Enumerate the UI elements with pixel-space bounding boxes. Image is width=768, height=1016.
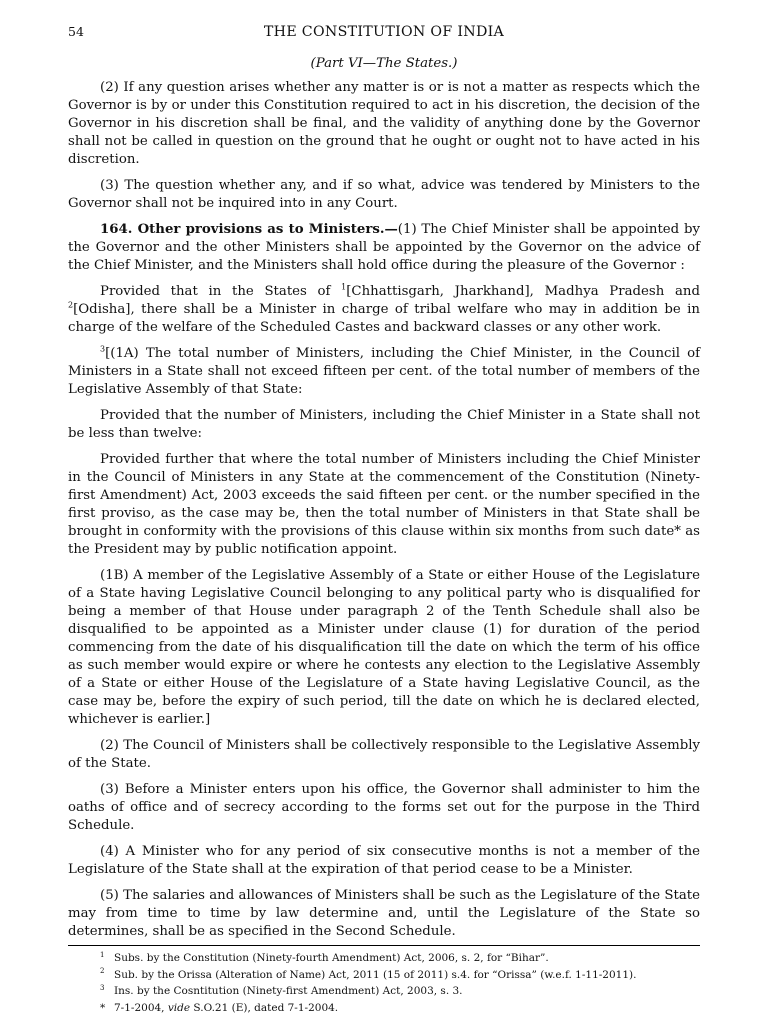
proviso-tribal-welfare <box>68 283 700 337</box>
section-164 <box>68 221 700 275</box>
footnote-2: $^2$ Sub. by the Orissa (Alteration of Name) Act, 2011 (15 of 2011) s.4. for “Orissa” (w.e.f. 1-11-2011). <box>100 967 700 984</box>
page-number: 54 <box>68 24 84 39</box>
clause-1b: (1B) A member of the Legislative Assembly of a State or either House of the Legislature of a State having Legislative Council belonging to any political party who is disqualified for being a member of that House under paragraph 2 of the Tenth Schedule shall also be disqualified to be appointed as a Minister under clause (1) for duration of the period commencing from the date of his disqualification till the date on which the term of his office as such member would expire or where he contests any election to the Legislative Assembly of a State or either House of the Legislature of a State having Legislative Council, as the case may be, before the expiry of such period, till the date on which he is declared elected, whichever is earlier.] <box>68 567 700 729</box>
section-164-text: (1) The Chief Minister shall be appointed by the Governor and the other Ministers shall be appointed by the Governor on the advice of the Chief Minister, and the Ministers shall hold office during the pleasure of the Governor : <box>68 222 700 273</box>
footnote-text: S.O.21 (E), dated 7-1-2004. <box>190 1002 338 1014</box>
footnote-text: Ins. by the Cosntitution (Ninety-first Amendment) Act, 2003, s. 3. <box>114 985 463 997</box>
clause-4: (4) A Minister who for any period of six consecutive months is not a member of the Legislature of the State shall at the expiration of that period cease to be a Minister. <box>68 843 700 879</box>
footnote-3: $^3$ Ins. by the Cosntitution (Ninety-first Amendment) Act, 2003, s. 3. <box>100 983 700 1000</box>
part-label: (Part VI—The States.) <box>68 56 700 71</box>
clause-1a-text: [(1A) The total number of Ministers, including the Chief Minister, in the Council of Ministers in a State shall not exceed fifteen per cent. of the total number of members of the Legislative Assembly of that State: <box>68 346 700 397</box>
clause-1a-proviso-1: Provided that the number of Ministers, including the Chief Minister in a State shall not be less than twelve: <box>68 407 700 443</box>
clause-2-council: (2) The Council of Ministers shall be collectively responsible to the Legislative Assembly of the State. <box>68 737 700 773</box>
footnote-1: $^1$ Subs. by the Constitution (Ninety-fourth Amendment) Act, 2006, s. 2, for “Bihar”. <box>100 950 700 967</box>
page-header <box>68 22 700 50</box>
footnote-ref-1: 1 <box>341 283 346 292</box>
clause-5: (5) The salaries and allowances of Ministers shall be such as the Legislature of the State may from time to time by law determine and, until the Legislature of the State so determines, shall be as specified in the Second Schedule. <box>68 887 700 941</box>
clause-2: (2) If any question arises whether any matter is or is not a matter as respects which the Governor is by or under this Constitution required to act in his discretion, the decision of the Governor in his discretion shall be final, and the validity of anything done by the Governor shall not be called in question on the ground that he ought or ought not to have acted in his discretion. <box>68 79 700 169</box>
footnote-text: Subs. by the Constitution (Ninety-fourth Amendment) Act, 2006, s. 2, for “Bihar”. <box>114 952 549 964</box>
proviso-text-c: [Odisha], there shall be a Minister in charge of tribal welfare who may in addition be in charge of the welfare of the Scheduled Castes and backward classes or any other work. <box>68 302 700 335</box>
clause-3-oath: (3) Before a Minister enters upon his office, the Governor shall administer to him the oaths of office and of secrecy according to the forms set out for the purpose in the Third Schedule. <box>68 781 700 835</box>
footnote-divider <box>68 945 700 946</box>
clause-1a <box>68 345 700 399</box>
footnote-date <box>100 1000 700 1016</box>
footnote-ref-2: 2 <box>68 301 73 310</box>
footnote-vide: vide <box>168 1002 190 1014</box>
footnote-ref-3: 3 <box>100 345 105 354</box>
section-heading: 164. Other provisions as to Ministers.— <box>100 222 398 237</box>
footnote-mark: * <box>100 1000 114 1016</box>
clause-3: (3) The question whether any, and if so what, advice was tendered by Ministers to the Governor shall not be inquired into in any Court. <box>68 177 700 213</box>
proviso-text-b: [Chhattisgarh, Jharkhand], Madhya Pradesh and <box>346 284 700 299</box>
page-title: THE CONSTITUTION OF INDIA <box>68 24 700 40</box>
clause-1a-proviso-2: Provided further that where the total number of Ministers including the Chief Minister in the Council of Ministers in any State at the commencement of the Constitution (Ninety-first Amendment) Act, 2003 exceeds the said fifteen per cent. or the number specified in the first proviso, as the case may be, then the total number of Ministers in that State shall be brought in conformity with the provisions of this clause within six months from such date* as the President may by public notification appoint. <box>68 451 700 559</box>
proviso-text-a: Provided that in the States of <box>100 284 341 299</box>
footnote-text: Sub. by the Orissa (Alteration of Name) Act, 2011 (15 of 2011) s.4. for “Orissa” (w.e.f. 1-11-2011). <box>114 969 636 981</box>
document-page <box>68 22 700 1016</box>
footnote-text: 7-1-2004, <box>114 1002 168 1014</box>
